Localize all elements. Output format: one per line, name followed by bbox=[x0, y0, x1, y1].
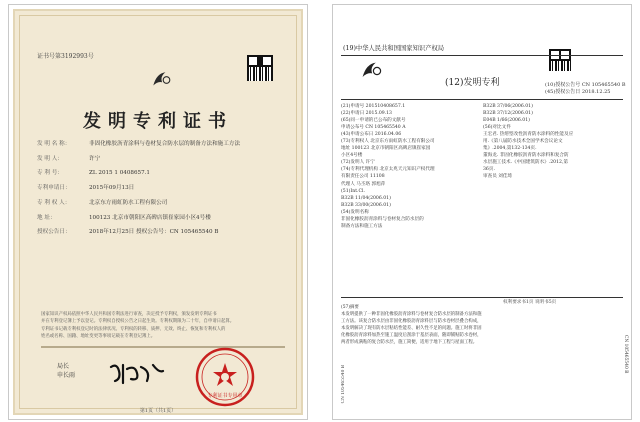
doc-header: (19)中华人民共和国国家知识产权局 bbox=[343, 45, 445, 52]
field-value: 北京东方雨虹防水工程有限公司 bbox=[89, 199, 168, 206]
biblio-item: 小区4号楼 bbox=[341, 153, 363, 159]
biblio-item: (73)专利权人 北京东方雨虹防水工程有限公司 bbox=[341, 139, 435, 145]
biblio-item: 有限责任公司 11108 bbox=[341, 174, 385, 180]
qr-code bbox=[247, 55, 273, 81]
classification-and-citations bbox=[483, 103, 619, 180]
certificate-footer: 第1页（共1页） bbox=[139, 408, 177, 414]
citation-line: 集》.2004,第132-134页. bbox=[483, 146, 537, 151]
svg-text:专利证书专用章: 专利证书专用章 bbox=[207, 393, 243, 399]
paragraph-line: 姓名或名称、国籍、地址变更等事项记载在专利登记簿上。 bbox=[41, 334, 156, 340]
meta-line: (10)授权公告号 CN 105465540 B bbox=[545, 82, 626, 88]
biblio-item: B32B 11/04(2006.01) bbox=[341, 195, 391, 201]
signature-label-title: 局长 bbox=[57, 363, 70, 370]
divider bbox=[341, 297, 623, 298]
citation-line: (56)对比文件 bbox=[483, 125, 511, 130]
field-key: 专 利 权 人： bbox=[37, 199, 71, 206]
citation-line: B32B 37/06(2006.01) bbox=[483, 104, 533, 109]
side-doc-number: CN 105465540 B bbox=[623, 335, 628, 374]
biblio-item: B32B 33/00(2006.01) bbox=[341, 202, 391, 208]
biblio-item: (72)发明人 许宁 bbox=[341, 160, 375, 166]
divider bbox=[341, 99, 623, 100]
biblio-item: (22)申请日 2015.09.13 bbox=[341, 111, 392, 117]
field-key: 专 利 号： bbox=[37, 170, 63, 177]
field-key: 发 明 人： bbox=[37, 155, 63, 162]
biblio-item: (74)专利代理机构 北京太兆天元知识产权代理 bbox=[341, 167, 435, 173]
field-row bbox=[37, 225, 287, 240]
abstract bbox=[341, 305, 483, 346]
field-row bbox=[37, 181, 287, 196]
field-value: 2015年09月13日 bbox=[89, 185, 135, 192]
field-value: ZL 2015 1 0408657.1 bbox=[89, 170, 150, 177]
divider bbox=[341, 55, 623, 56]
publication-meta bbox=[545, 82, 626, 96]
field-row bbox=[37, 211, 287, 226]
biblio-item: 地址 100123 北京市朝阳区高碑店镇崔家园 bbox=[341, 146, 431, 152]
signature-label-name: 申长雨 bbox=[57, 372, 76, 379]
certificate-fields bbox=[37, 137, 287, 240]
biblio-item: (21)申请号 201510408657.1 bbox=[341, 104, 406, 109]
citation-line: E04B 1/66(2006.01) bbox=[483, 118, 530, 123]
citation-line: 36页. bbox=[483, 167, 495, 172]
biblio-item: 制备方法和施工方法 bbox=[341, 223, 383, 229]
citation-line: 用.《第八届防水技术全国学术会议论文 bbox=[483, 139, 563, 144]
abstract-text: 本发明提供了一种非固化橡胶沥青涂料与卷材复合防水层的制备方法和施工方法。该复合防水层由非固化橡胶沥青涂料层与防水卷材层叠合构成，本发明解决了现有防水层粘结性能差、耐久性不足的问题。施工时将非固化橡胶沥青涂料加热至施工温度后刮涂于基层表面，随即铺贴防水卷材，两者形成满粘的复合防水层，施工简便，适用于地下工程与屋面工程。 bbox=[341, 311, 482, 345]
meta-line: (45)授权公告日 2018.12.25 bbox=[545, 89, 611, 95]
certificate-paragraph bbox=[41, 311, 285, 348]
field-row bbox=[37, 196, 287, 211]
certificate-panel bbox=[8, 4, 308, 420]
doc-type: (12)发明专利 bbox=[445, 78, 500, 88]
side-doc-number: CN 105465540 B bbox=[341, 365, 346, 404]
certificate bbox=[13, 9, 303, 415]
biblio-item: 代理人 马丕珞 郭旭萍 bbox=[341, 181, 386, 187]
field-key: 发 明 名 称： bbox=[37, 141, 71, 147]
citation-line: 王宏君. 热熔型改性沥青防水涂料的性能及应 bbox=[483, 132, 574, 137]
signature-icon bbox=[107, 361, 167, 385]
paragraph-line: 专利证书记载专利权登记时的法律状况。专利权的转移、质押、无效、终止、恢复和专利权人的 bbox=[41, 326, 226, 332]
biblio-item: (65)同一申请的已公布的文献号 bbox=[341, 118, 406, 124]
field-value: 非固化橡胶沥青涂料与卷材复合防水层的制备方法和施工方法 bbox=[89, 141, 241, 147]
abstract-title: (57)摘要 bbox=[341, 305, 359, 310]
cnipa-logo-icon bbox=[150, 69, 172, 91]
field-key: 授权公告日： bbox=[37, 229, 71, 236]
citation-line: 水层施工技术.《中国建筑防水》.2012,第 bbox=[483, 160, 568, 165]
paragraph-line: 国家知识产权局依照中华人民共和国专利法进行审查，决定授予专利权，颁发发明专利证书 bbox=[41, 312, 217, 317]
qr-code bbox=[549, 49, 571, 71]
biblio-item: 非固化橡胶沥青涂料与卷材复合防水层的 bbox=[341, 216, 424, 222]
patent-document-panel bbox=[332, 4, 632, 420]
field-row bbox=[37, 152, 287, 167]
biblio-item: (43)申请公布日 2016.04.06 bbox=[341, 132, 402, 138]
biblio-item: (54)发明名称 bbox=[341, 209, 369, 215]
field-value: 2018年12月25日 授权公告号：CN 105465540 B bbox=[89, 229, 219, 236]
bibliographic-data bbox=[341, 103, 481, 230]
paragraph-line: 并在专利登记簿上予以登记。专利权自授权公告之日起生效。专利权期限为二十年，自申请日起算。 bbox=[41, 319, 235, 325]
citation-line: 董海龙. 非固化橡胶沥青防水涂料和复合防 bbox=[483, 153, 569, 158]
field-value: 许宁 bbox=[89, 155, 101, 162]
field-value: 100123 北京市朝阳区高碑店镇崔家园小区4号楼 bbox=[89, 214, 211, 221]
official-seal-icon bbox=[195, 347, 255, 407]
biblio-item: 申请公布号 CN 105465540 A bbox=[341, 125, 406, 131]
certificate-number: 证书号第3192993号 bbox=[37, 53, 94, 60]
field-row bbox=[37, 137, 287, 152]
field-key: 地 址： bbox=[37, 214, 56, 221]
biblio-item: (51)Int.Cl. bbox=[341, 188, 365, 194]
citation-line: B32B 37/12(2006.01) bbox=[483, 111, 533, 116]
page-counts: 权利要求书1页 说明书5页 bbox=[503, 300, 557, 305]
cnipa-logo-icon bbox=[359, 59, 383, 83]
field-row bbox=[37, 166, 287, 181]
field-key: 专利申请日： bbox=[37, 185, 71, 192]
citation-line: 审查员 刘佳琦 bbox=[483, 174, 513, 179]
certificate-title: 发明专利证书 bbox=[83, 111, 233, 132]
